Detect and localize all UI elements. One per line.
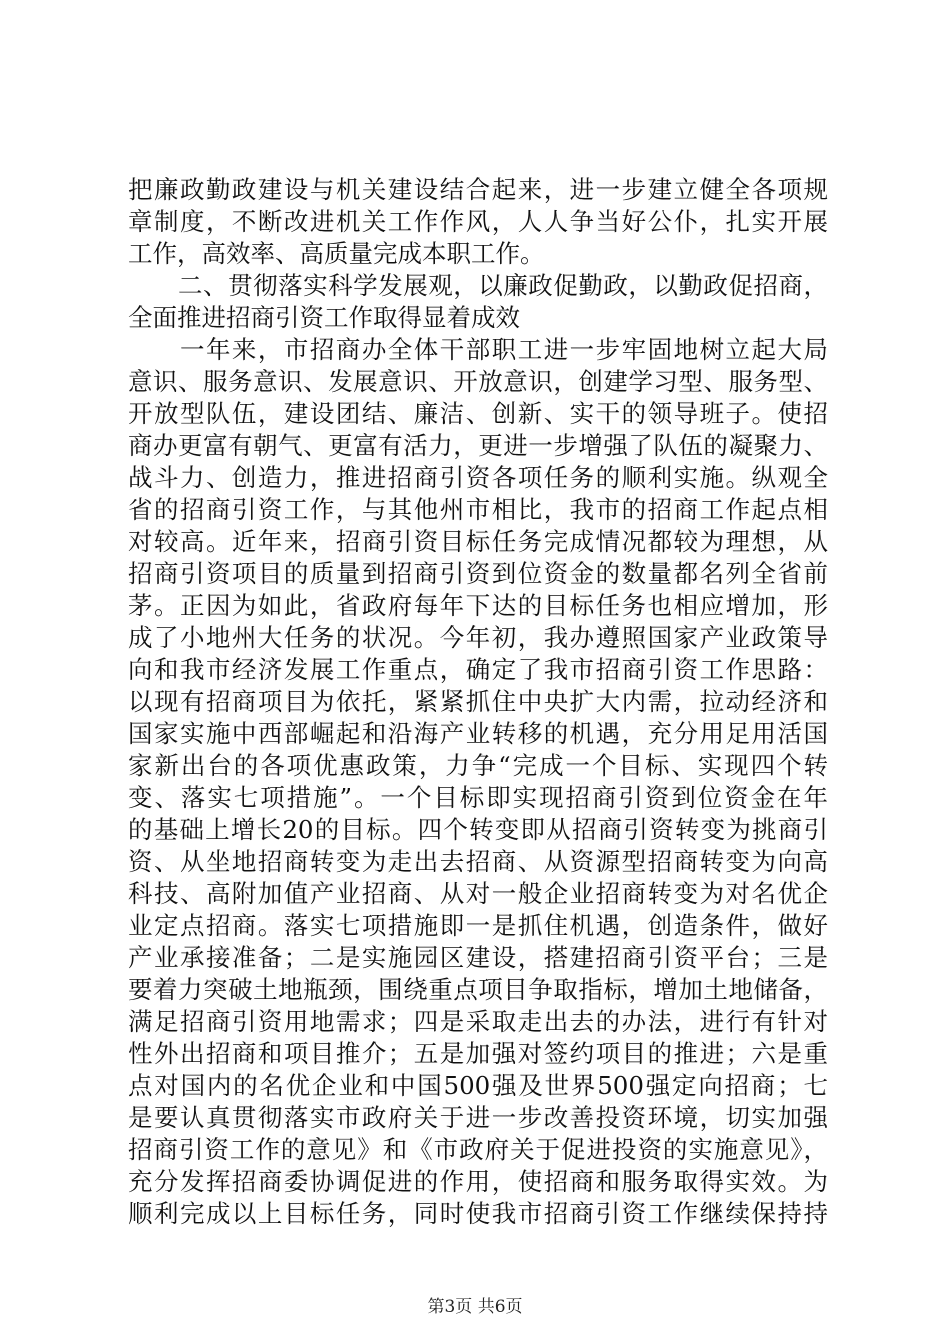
text-line: 国家实施中西部崛起和沿海产业转移的机遇，充分用足用活国 [128,719,828,748]
text-line: 全面推进招商引资工作取得显着成效 [128,303,520,332]
text-line: 章制度，不断改进机关工作作风，人人争当好公仆，扎实开展 [128,207,828,236]
text-line: 工作，高效率、高质量完成本职工作。 [128,239,545,268]
text-line: 向和我市经济发展工作重点，确定了我市招商引资工作思路： [128,655,828,684]
text-line: 科技、高附加值产业招商、从对一般企业招商转变为对名优企 [128,879,828,908]
text-line: 性外出招商和项目推介；五是加强对签约项目的推进；六是重 [128,1039,828,1068]
text-line: 满足招商引资用地需求；四是采取走出去的办法，进行有针对 [128,1007,828,1036]
text-line: 战斗力、创造力，推进招商引资各项任务的顺利实施。纵观全 [128,463,828,492]
page-number-footer: 第3页 共6页 [427,1297,523,1317]
text-line: 产业承接准备；二是实施园区建设，搭建招商引资平台；三是 [128,943,828,972]
text-line: 以现有招商项目为依托，紧紧抓住中央扩大内需，拉动经济和 [128,687,828,716]
text-line: 对较高。近年来，招商引资目标任务完成情况都较为理想，从 [128,527,828,556]
text-line: 家新出台的各项优惠政策，力争“完成一个目标、实现四个转 [128,751,828,780]
document-body [128,174,828,1230]
text-line: 茅。正因为如此，省政府每年下达的目标任务也相应增加，形 [128,591,828,620]
text-line: 省的招商引资工作，与其他州市相比，我市的招商工作起点相 [128,495,828,524]
text-line: 要着力突破土地瓶颈，围绕重点项目争取指标，增加土地储备， [128,975,828,1004]
text-line: 二、贯彻落实科学发展观，以廉政促勤政，以勤政促招商， [128,271,828,300]
text-line: 点对国内的名优企业和中国500强及世界500强定向招商；七 [128,1071,828,1100]
text-line: 意识、服务意识、发展意识、开放意识，创建学习型、服务型、 [128,367,828,396]
text-line: 把廉政勤政建设与机关建设结合起来，进一步建立健全各项规 [128,175,828,204]
text-line: 资、从坐地招商转变为走出去招商、从资源型招商转变为向高 [128,847,828,876]
text-line: 是要认真贯彻落实市政府关于进一步改善投资环境，切实加强 [128,1103,828,1132]
text-line: 的基础上增长20的目标。四个转变即从招商引资转变为挑商引 [128,815,828,844]
text-line: 商办更富有朝气、更富有活力，更进一步增强了队伍的凝聚力、 [128,431,828,460]
text-line: 招商引资项目的质量到招商引资到位资金的数量都名列全省前 [128,559,828,588]
text-line: 一年来，市招商办全体干部职工进一步牢固地树立起大局 [128,335,828,364]
text-line: 变、落实七项措施”。一个目标即实现招商引资到位资金在年 [128,783,828,812]
text-line: 招商引资工作的意见》和《市政府关于促进投资的实施意见》， [128,1135,828,1164]
text-line: 充分发挥招商委协调促进的作用，使招商和服务取得实效。为 [128,1167,828,1196]
text-line: 顺利完成以上目标任务，同时使我市招商引资工作继续保持持 [128,1199,828,1228]
text-line: 开放型队伍，建设团结、廉洁、创新、实干的领导班子。使招 [128,399,828,428]
text-line: 成了小地州大任务的状况。今年初，我办遵照国家产业政策导 [128,623,828,652]
text-line: 业定点招商。落实七项措施即一是抓住机遇，创造条件，做好 [128,911,828,940]
